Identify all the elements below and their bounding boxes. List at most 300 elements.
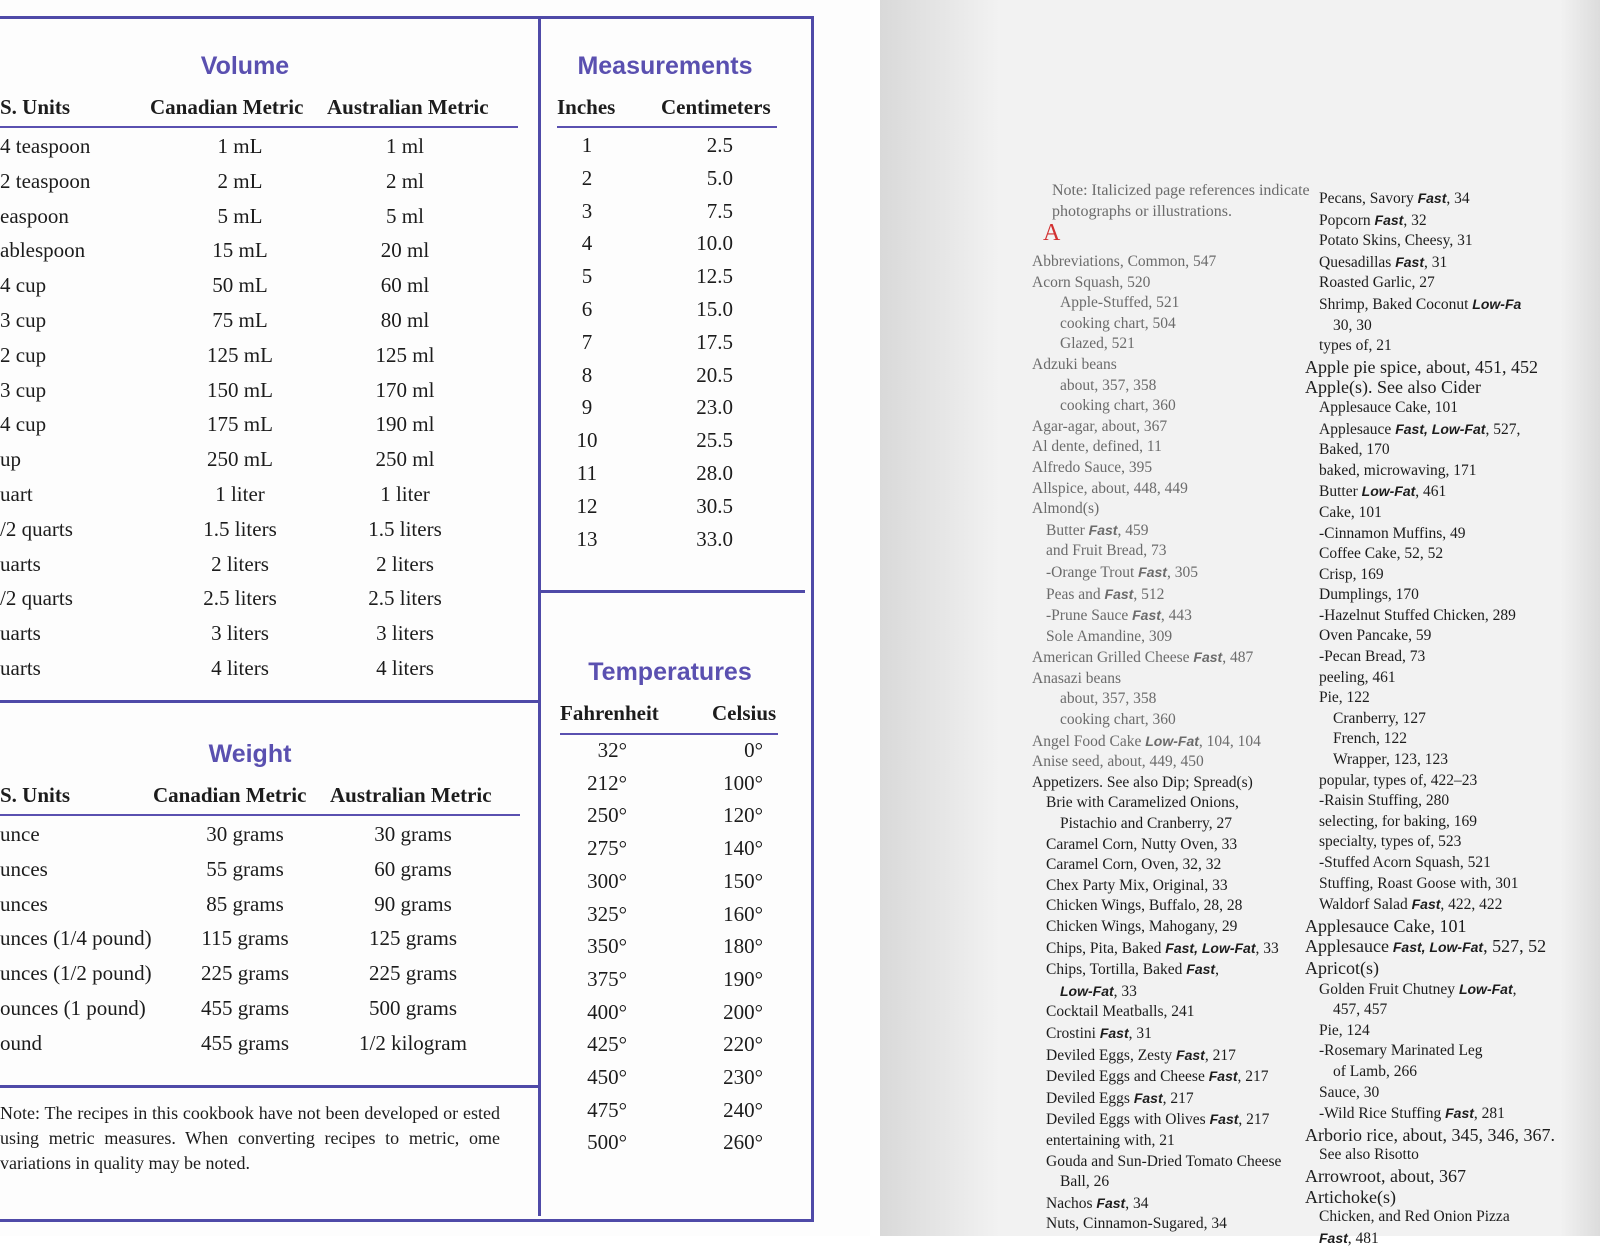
index-entry: [1305, 1145, 1605, 1166]
canadian-metric-cell: 1 mL: [217, 134, 263, 158]
index-entry-text: Chips, Pita, Baked: [1046, 939, 1162, 957]
index-entry: [1032, 689, 1322, 710]
fahrenheit-cell: 400°: [587, 999, 627, 1024]
index-entry-text: entertaining with, 21: [1046, 1131, 1175, 1149]
index-entry: [1032, 1023, 1322, 1045]
index-entry-pages: , 481: [1347, 1229, 1379, 1247]
index-entry-text: Dumplings, 170: [1319, 586, 1419, 604]
temperatures-header-c: Celsius: [712, 701, 777, 725]
index-entry-text: See also Risotto: [1319, 1146, 1419, 1164]
index-entry: [1305, 874, 1605, 895]
canadian-metric-cell: 175 mL: [207, 412, 273, 437]
index-entry-text: Gouda and Sun-Dried Tomato Cheese: [1046, 1152, 1282, 1170]
index-entry: [1305, 729, 1605, 750]
us-unit-cell: 2 cup: [0, 342, 47, 367]
canadian-metric-cell: 115 grams: [201, 926, 289, 951]
recipe-tag: Fast: [1370, 211, 1404, 228]
index-entry: [1305, 1041, 1605, 1062]
recipe-tag: Fast: [1441, 1105, 1474, 1122]
index-entry: [1032, 896, 1322, 917]
index-entry-text: Applesauce Cake, 101: [1305, 915, 1467, 936]
index-entry-text: Pistachio and Cranberry, 27: [1060, 815, 1233, 833]
index-entry: [1032, 938, 1322, 960]
weight-header-us: S. Units: [0, 783, 71, 807]
canadian-metric-cell: 50 mL: [212, 273, 268, 298]
index-entry-text: Almond(s): [1032, 500, 1100, 518]
index-entry-text: -Stuffed Acorn Squash, 521: [1319, 854, 1491, 871]
index-entry-text: peeling, 461: [1319, 668, 1396, 686]
index-entry-text: Wrapper, 123, 123: [1333, 751, 1448, 769]
index-entry-text: Allspice, about, 448, 449: [1032, 479, 1188, 497]
index-entry-pages: , 527, 52: [1483, 936, 1547, 957]
index-entry-text: Agar-agar, about, 367: [1032, 417, 1168, 435]
index-entry-text: Al dente, defined, 11: [1032, 438, 1162, 456]
measurements-header-inches: Inches: [557, 95, 616, 119]
celsius-cell: 150°: [723, 868, 763, 893]
index-entry-pages: , 281: [1473, 1105, 1505, 1123]
index-entry-text: Arrowroot, about, 367: [1305, 1165, 1466, 1186]
index-entry-text: Chicken Wings, Buffalo, 28, 28: [1046, 897, 1243, 915]
index-entry: [1305, 1062, 1605, 1083]
recipe-tag: Fast: [1182, 961, 1216, 978]
volume-weight-divider: [0, 700, 541, 703]
us-unit-cell: unce: [0, 822, 40, 846]
index-entry: [1032, 605, 1322, 627]
index-entry: [1032, 334, 1322, 355]
measure-temp-divider: [541, 590, 805, 593]
celsius-cell: 180°: [723, 934, 763, 959]
index-entry-pages: , 305: [1166, 563, 1198, 581]
index-entry-text: -Hazelnut Stuffed Chicken, 289: [1319, 606, 1516, 624]
australian-metric-cell: 30 grams: [374, 822, 452, 846]
index-entry-text: -Cinnamon Muffins, 49: [1319, 524, 1466, 542]
centimeters-cell: 7.5: [706, 198, 733, 223]
index-entry: [1032, 273, 1322, 294]
fahrenheit-cell: 375°: [587, 966, 627, 991]
index-entry: [1305, 936, 1605, 958]
recipe-tag: Fast: [1319, 1229, 1348, 1246]
australian-metric-cell: 170 ml: [375, 377, 435, 402]
centimeters-cell: 23.0: [696, 395, 733, 420]
index-entry: [1032, 959, 1322, 981]
index-entry: [1032, 1214, 1322, 1235]
index-entry: [1305, 688, 1605, 709]
volume-header-us: S. Units: [0, 95, 71, 119]
index-entry: [1032, 1193, 1322, 1215]
recipe-tag: Fast: [1129, 1089, 1163, 1106]
weight-header-rule: [0, 814, 520, 816]
index-entry: [1032, 376, 1322, 397]
us-unit-cell: ound: [0, 1030, 42, 1055]
index-entry: [1032, 1066, 1322, 1088]
index-entry: [1305, 853, 1605, 874]
index-entry: [1032, 1088, 1322, 1110]
index-entry-text: Crisp, 169: [1319, 565, 1384, 583]
index-entry-text: Anise seed, about, 449, 450: [1032, 753, 1204, 771]
fahrenheit-cell: 425°: [587, 1032, 627, 1057]
recipe-tag: Low-Fat: [1141, 732, 1199, 749]
index-entry: [1305, 916, 1605, 937]
measurements-title: Measurements: [577, 52, 753, 80]
recipe-tag: Fast: [1172, 1046, 1205, 1063]
index-entry: [1305, 188, 1605, 210]
index-entry-text: Brie with Caramelized Onions,: [1046, 794, 1239, 812]
inches-cell: 12: [576, 493, 598, 518]
canadian-metric-cell: 4 liters: [211, 656, 269, 680]
us-unit-cell: uarts: [0, 551, 41, 576]
australian-metric-cell: 90 grams: [374, 891, 452, 916]
index-entry-text: French, 122: [1333, 730, 1408, 748]
fahrenheit-cell: 300°: [587, 868, 627, 893]
index-entry-text: -Wild Rice Stuffing: [1319, 1105, 1442, 1123]
index-entry-text: about, 357, 358: [1060, 376, 1157, 394]
inches-cell: 7: [581, 329, 593, 354]
index-entry: [1305, 481, 1605, 503]
index-entry: [1032, 437, 1322, 458]
volume-header-rule: [0, 126, 518, 128]
australian-metric-cell: 5 ml: [386, 203, 424, 228]
index-entry: [1032, 1109, 1322, 1131]
index-entry: [1305, 1207, 1605, 1228]
index-entry-text: Quesadillas: [1319, 253, 1392, 271]
index-entry: [1032, 293, 1322, 314]
index-entry-text: about, 357, 358: [1060, 690, 1157, 708]
index-entry-text: Arborio rice, about, 345, 346, 367.: [1305, 1124, 1555, 1145]
inches-cell: 6: [581, 297, 593, 321]
recipe-tag: Fast: [1391, 253, 1425, 270]
us-unit-cell: unces: [0, 856, 48, 881]
fahrenheit-cell: 475°: [587, 1097, 627, 1122]
index-entry-pages: , 217: [1204, 1046, 1236, 1064]
temperatures-header-f: Fahrenheit: [560, 701, 659, 725]
index-entry: [1305, 894, 1605, 916]
index-entry-text: Pie, 122: [1319, 689, 1370, 707]
inches-cell: 1: [581, 133, 593, 157]
recipe-tag: Fast: [1204, 1068, 1238, 1085]
index-entry-text: baked, microwaving, 171: [1319, 461, 1477, 479]
index-entry: [1305, 1000, 1605, 1021]
volume-title: Volume: [200, 52, 290, 80]
us-unit-cell: ounces (1 pound): [0, 996, 146, 1020]
index-entry: [1032, 627, 1322, 648]
celsius-cell: 220°: [723, 1032, 763, 1057]
fahrenheit-cell: 450°: [587, 1065, 627, 1089]
measurements-header-rule: [557, 126, 777, 128]
index-entry-text: Artichoke(s): [1305, 1186, 1396, 1207]
index-entry: [1305, 336, 1605, 357]
index-entry-text: Chicken, and Red Onion Pizza: [1319, 1208, 1510, 1226]
us-unit-cell: 4 cup: [0, 273, 47, 298]
canadian-metric-cell: 85 grams: [206, 891, 284, 916]
australian-metric-cell: 500 grams: [368, 996, 458, 1020]
recipe-tag: Fast: [1205, 1111, 1239, 1128]
recipe-tag: Fast: [1100, 585, 1134, 602]
australian-metric-cell: 250 ml: [375, 447, 435, 472]
recipe-tag: Fast: [1189, 649, 1223, 666]
celsius-cell: 260°: [723, 1130, 763, 1155]
index-entry-text: Shrimp, Baked Coconut: [1319, 295, 1469, 313]
inches-cell: 11: [576, 461, 598, 485]
index-entry-pages: , 512: [1133, 585, 1165, 603]
australian-metric-cell: 1/2 kilogram: [359, 1030, 467, 1055]
australian-metric-cell: 1.5 liters: [368, 516, 442, 541]
us-unit-cell: 4 teaspoon: [0, 134, 91, 158]
us-unit-cell: unces (1/4 pound): [0, 926, 152, 951]
index-entry: [1032, 773, 1322, 794]
index-entry: [1305, 544, 1605, 565]
index-entry-text: Butter: [1046, 521, 1085, 539]
inches-cell: 5: [581, 264, 593, 289]
australian-metric-cell: 125 grams: [368, 926, 458, 951]
recipe-tag: Fast, Low-Fat: [1161, 939, 1256, 956]
recipe-tag: Low-Fat: [1455, 980, 1513, 997]
index-entry-text: Chex Party Mix, Original, 33: [1046, 876, 1228, 894]
canadian-metric-cell: 2 liters: [211, 551, 269, 576]
index-entry-text: Butter: [1319, 483, 1358, 501]
canadian-metric-cell: 150 mL: [207, 377, 273, 402]
index-entry-pages: , 31: [1128, 1024, 1152, 1042]
index-entry-text: -Orange Trout: [1046, 563, 1135, 581]
index-entry: [1305, 1228, 1605, 1249]
us-unit-cell: /2 quarts: [0, 586, 73, 611]
index-entry-text: Abbreviations, Common, 547: [1032, 253, 1217, 270]
centimeters-cell: 33.0: [696, 526, 733, 551]
index-entry: [1305, 1187, 1605, 1208]
fahrenheit-cell: 212°: [587, 770, 627, 795]
index-entry: [1305, 1103, 1605, 1125]
index-entry: [1032, 520, 1322, 542]
index-entry-text: popular, types of, 422–23: [1319, 771, 1478, 789]
index-entry: [1032, 314, 1322, 335]
weight-header-australian: Australian Metric: [330, 783, 492, 807]
index-entry-pages: , 443: [1160, 607, 1192, 625]
measurements-header-cm: Centimeters: [661, 95, 771, 119]
index-entry-text: Acorn Squash, 520: [1032, 273, 1151, 291]
metric-note: Note: The recipes in this cookbook have not been developed or ested using metric measures. When converting recipes to metric, ome variations in quality may be noted.: [0, 1103, 500, 1173]
index-entry-text: Caramel Corn, Oven, 32, 32: [1046, 856, 1222, 874]
index-page: [880, 0, 1600, 1247]
index-entry: [1305, 524, 1605, 545]
index-entry-pages: , 34: [1446, 190, 1470, 207]
index-entry: [1305, 503, 1605, 524]
centimeters-cell: 25.5: [696, 428, 733, 453]
canadian-metric-cell: 125 mL: [207, 342, 273, 367]
index-entry-text: Waldorf Salad: [1319, 896, 1408, 914]
index-entry: [1305, 316, 1605, 337]
recipe-tag: Fast: [1413, 190, 1447, 206]
index-entry: [1305, 294, 1605, 316]
index-letter: A: [1043, 220, 1061, 246]
index-entry: [1032, 981, 1322, 1003]
inches-cell: 10: [576, 428, 598, 453]
index-entry: [1032, 1172, 1322, 1193]
index-entry-text: Baked, 170: [1319, 441, 1390, 459]
index-entry-text: Ball, 26: [1060, 1173, 1110, 1191]
weight-title: Weight: [208, 740, 292, 768]
fahrenheit-cell: 325°: [587, 901, 627, 926]
index-entry-pages: , 34: [1125, 1194, 1149, 1212]
recipe-tag: Fast: [1134, 563, 1167, 580]
index-entry-text: Golden Fruit Chutney: [1319, 980, 1456, 998]
index-entry-text: -Pecan Bread, 73: [1319, 648, 1426, 666]
index-entry: [1305, 958, 1605, 979]
index-entry: [1032, 417, 1322, 438]
index-entry: [1305, 585, 1605, 606]
index-entry-text: Stuffing, Roast Goose with, 301: [1319, 874, 1519, 892]
index-entry: [1032, 814, 1322, 835]
fahrenheit-cell: 32°: [597, 738, 627, 762]
index-entry: [1032, 876, 1322, 897]
us-unit-cell: uarts: [0, 656, 41, 680]
canadian-metric-cell: 2 mL: [217, 168, 263, 193]
index-entry-pages: ,: [1512, 980, 1517, 998]
australian-metric-cell: 4 liters: [376, 656, 434, 680]
index-entry-pages: , 459: [1117, 521, 1149, 539]
volume-header-canadian: Canadian Metric: [150, 95, 304, 119]
canadian-metric-cell: 3 liters: [211, 621, 269, 646]
australian-metric-cell: 3 liters: [376, 621, 434, 646]
index-entry: [1032, 562, 1322, 584]
us-unit-cell: 3 cup: [0, 377, 47, 402]
celsius-cell: 160°: [723, 901, 763, 926]
weight-header-canadian: Canadian Metric: [153, 783, 307, 807]
celsius-cell: 120°: [723, 803, 763, 828]
australian-metric-cell: 1 liter: [380, 482, 430, 506]
inches-cell: 8: [581, 362, 593, 387]
index-entry-text: Chicken Wings, Mahogany, 29: [1046, 918, 1238, 935]
index-entry-text: Sole Amandine, 309: [1046, 627, 1173, 645]
canadian-metric-cell: 5 mL: [217, 203, 263, 228]
index-entry-text: cooking chart, 360: [1060, 397, 1176, 415]
centimeters-cell: 2.5: [706, 133, 733, 157]
index-entry-text: Oven Pancake, 59: [1319, 627, 1432, 645]
index-entry-text: -Prune Sauce: [1046, 607, 1129, 625]
index-entry: [1032, 669, 1322, 690]
centimeters-cell: 30.5: [696, 493, 733, 518]
index-entry-text: Alfredo Sauce, 395: [1032, 458, 1153, 476]
index-entry-pages: , 33: [1255, 939, 1279, 957]
index-entry-pages: , 527,: [1485, 420, 1521, 438]
canadian-metric-cell: 225 grams: [200, 961, 290, 986]
celsius-cell: 230°: [723, 1065, 763, 1089]
index-entry: [1032, 793, 1322, 814]
index-entry-text: Caramel Corn, Nutty Oven, 33: [1046, 835, 1238, 853]
centimeters-cell: 17.5: [696, 329, 733, 354]
celsius-cell: 190°: [723, 966, 763, 991]
inches-cell: 3: [581, 198, 593, 223]
celsius-cell: 200°: [723, 999, 763, 1024]
index-entry-text: -Rosemary Marinated Leg: [1319, 1042, 1483, 1060]
index-entry-text: Nuts, Cinnamon-Sugared, 34: [1046, 1215, 1227, 1233]
index-entry: [1032, 252, 1322, 273]
index-entry-text: Nachos: [1046, 1194, 1093, 1212]
index-entry-text: American Grilled Cheese: [1032, 649, 1190, 667]
centimeters-cell: 20.5: [696, 362, 733, 387]
index-entry-pages: , 217: [1162, 1089, 1194, 1107]
index-entry: [1305, 832, 1605, 853]
index-entry: [1032, 855, 1322, 876]
index-entry-text: Chips, Tortilla, Baked: [1046, 961, 1183, 979]
us-unit-cell: uarts: [0, 621, 41, 646]
index-entry: [1032, 752, 1322, 773]
inches-cell: 13: [576, 526, 598, 551]
canadian-metric-cell: 455 grams: [200, 1030, 290, 1055]
index-entry-text: cooking chart, 504: [1060, 314, 1176, 332]
index-entry-pages: , 104, 104: [1198, 732, 1261, 750]
index-entry: [1032, 731, 1322, 753]
index-entry: [1032, 1131, 1322, 1152]
canadian-metric-cell: 55 grams: [206, 856, 284, 881]
canadian-metric-cell: 1.5 liters: [203, 516, 277, 541]
centimeters-cell: 28.0: [696, 461, 733, 485]
canadian-metric-cell: 75 mL: [212, 308, 268, 332]
canadian-metric-cell: 15 mL: [212, 238, 268, 263]
australian-metric-cell: 2 ml: [386, 168, 424, 193]
index-entry-text: Applesauce: [1319, 420, 1392, 438]
canadian-metric-cell: 30 grams: [206, 822, 284, 846]
recipe-tag: Low-Fa: [1468, 295, 1522, 312]
index-entry-text: Appetizers. See also Dip; Spread(s): [1032, 773, 1253, 791]
recipe-tag: Low-Fat: [1060, 982, 1114, 999]
index-intro-note: Note: Italicized page references indicate photographs or illustrations.: [1052, 182, 1310, 220]
index-entry-pages: , 461: [1415, 483, 1447, 501]
index-entry: [1305, 606, 1605, 627]
index-entry-text: Deviled Eggs: [1046, 1089, 1130, 1107]
index-entry-pages: , 217: [1237, 1068, 1269, 1086]
index-entry-text: Popcorn: [1319, 211, 1371, 229]
index-entry: [1305, 812, 1605, 833]
index-entry-text: Crostini: [1046, 1024, 1096, 1042]
index-entry-text: Cocktail Meatballs, 241: [1046, 1003, 1195, 1021]
index-entry: [1305, 1083, 1605, 1104]
index-entry: [1032, 396, 1322, 417]
index-entry: [1305, 377, 1605, 398]
index-entry-text: Deviled Eggs with Olives: [1046, 1111, 1206, 1129]
celsius-cell: 140°: [723, 836, 763, 861]
canadian-metric-cell: 250 mL: [207, 447, 273, 472]
index-entry-text: 30, 30: [1333, 316, 1372, 334]
australian-metric-cell: 1 ml: [386, 134, 424, 158]
australian-metric-cell: 60 grams: [374, 856, 452, 881]
index-entry-text: Apricot(s): [1305, 957, 1379, 978]
fahrenheit-cell: 275°: [587, 836, 627, 861]
index-entry-text: Glazed, 521: [1060, 335, 1135, 353]
index-entry: [1305, 1021, 1605, 1042]
australian-metric-cell: 60 ml: [380, 273, 430, 298]
index-entry: [1305, 979, 1605, 1001]
index-entry-text: of Lamb, 266: [1333, 1062, 1417, 1080]
index-entry: [1305, 273, 1605, 294]
index-entry: [1305, 252, 1605, 274]
index-entry-pages: , 217: [1238, 1111, 1270, 1129]
us-unit-cell: 3 cup: [0, 308, 47, 332]
recipe-tag: Fast, Low-Fat: [1391, 420, 1486, 437]
index-entry-text: Cranberry, 127: [1333, 709, 1426, 727]
us-unit-cell: 4 cup: [0, 412, 47, 437]
weight-note-divider: [0, 1085, 541, 1088]
index-entry-text: cooking chart, 360: [1060, 711, 1176, 729]
index-entry-text: Apple pie spice, about, 451, 452: [1305, 356, 1538, 377]
index-entry: [1305, 709, 1605, 730]
index-entry: [1032, 1002, 1322, 1023]
index-entry-text: Pie, 124: [1319, 1021, 1370, 1039]
recipe-tag: Fast: [1407, 896, 1441, 913]
canadian-metric-cell: 1 liter: [215, 482, 265, 506]
index-entry: [1032, 584, 1322, 606]
fahrenheit-cell: 500°: [587, 1130, 627, 1155]
index-entry-pages: , 33: [1113, 982, 1137, 1000]
inches-cell: 2: [581, 165, 593, 190]
